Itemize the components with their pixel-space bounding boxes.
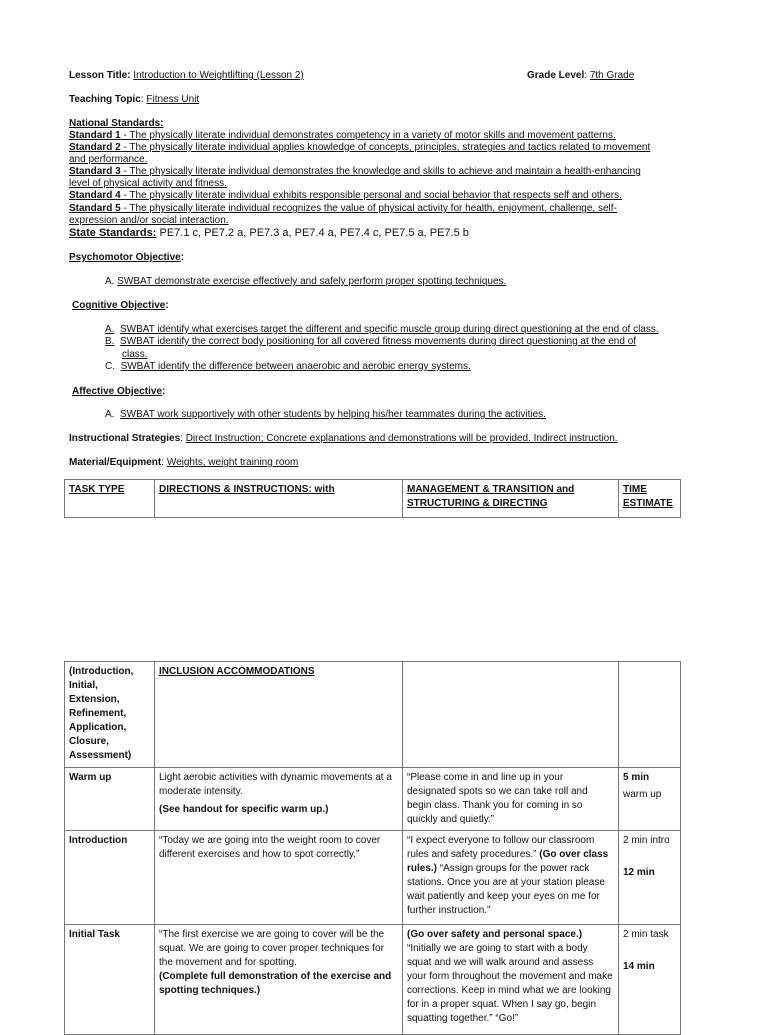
standard-label: Standard 2 bbox=[69, 142, 121, 153]
standard-text: - The physically literate individual demonstrates competency in a variety of motor skills and movement patterns. bbox=[120, 130, 616, 141]
affective-heading: Affective Objective: bbox=[72, 386, 166, 397]
standard-text-cont: and performance. bbox=[69, 154, 148, 165]
state-standards-value: PE7.1 c, PE7.2 a, PE7.3 a, PE7.4 a, PE7.4 c, PE7.5 a, PE7.5 b bbox=[156, 227, 469, 239]
initial-task: Initial Task bbox=[65, 925, 155, 1035]
standard-1 bbox=[69, 130, 616, 142]
state-standards bbox=[69, 227, 469, 239]
standard-text: - The physically literate individual demonstrates the knowledge and skills to achieve and maintain a health-enhancing bbox=[120, 166, 641, 177]
introduction-task: Introduction bbox=[65, 831, 155, 925]
header-task-type: TASK TYPE bbox=[65, 480, 155, 518]
state-standards-label: State Standards: bbox=[69, 227, 157, 239]
introduction-time: 2 min intro 12 min bbox=[619, 831, 681, 925]
task-header-table bbox=[64, 479, 681, 518]
instructional-strategies: Instructional Strategies: Direct Instruction; Concrete explanations and demonstrations will be provided. Indirect instruction. bbox=[69, 433, 618, 444]
cognitive-item-b: B. SWBAT identify the correct body positioning for all covered fitness movements during direct questioning at the end of bbox=[105, 336, 637, 347]
grade-level-value: 7th Grade bbox=[589, 70, 635, 81]
national-standards-heading: National Standards: bbox=[69, 118, 164, 129]
warmup-management: “Please come in and line up in your designated spots so we can take roll and begin class. Thank you for coming in so quickly and quietly.” bbox=[403, 768, 619, 831]
cognitive-text: SWBAT identify what exercises target the different and specific muscle group during direct questioning at the end of class. bbox=[120, 324, 659, 335]
grade-level-line: Grade Level: 7th Grade bbox=[527, 70, 635, 81]
standard-4 bbox=[69, 190, 622, 202]
introduction-management: “I expect everyone to follow our classroom rules and safety procedures.” (Go over class rules.) “Assign groups for the power rack stations. Once you are at your station please wait patiently and keep your eyes on me for further instruction.” bbox=[403, 831, 619, 925]
psychomotor-label: Psychomotor Objective bbox=[69, 252, 181, 263]
cognitive-text-cont: class. bbox=[122, 349, 148, 360]
initial-directions: “The first exercise we are going to cover will be the squat. We are going to cover proper techniques for the movement and for spotting. (Complete full demonstration of the exercise and spotting techniques.) bbox=[155, 925, 403, 1035]
affective-item-a: A. SWBAT work supportively with other students by helping his/her teammates during the activities. bbox=[105, 409, 546, 420]
warmup-time: 5 min warm up bbox=[619, 768, 681, 831]
header-management: MANAGEMENT & TRANSITION and STRUCTURING & DIRECTING bbox=[403, 480, 619, 518]
lesson-title-line: Lesson Title: Introduction to Weightlifting (Lesson 2) bbox=[69, 70, 483, 82]
grade-level-label: Grade Level bbox=[527, 70, 585, 81]
standard-label: Standard 4 bbox=[69, 190, 121, 201]
materials-value: Weights, weight training room bbox=[166, 457, 299, 468]
task-body-table bbox=[64, 661, 681, 1035]
affective-label: Affective Objective bbox=[72, 386, 163, 397]
cognitive-item-a: A. SWBAT identify what exercises target the different and specific muscle group during direct questioning at the end of class. bbox=[105, 324, 659, 335]
psychomotor-item-a: A. SWBAT demonstrate exercise effectively and safely perform proper spotting techniques. bbox=[105, 276, 507, 287]
cognitive-item-c: C. SWBAT identify the difference between anaerobic and aerobic energy systems. bbox=[105, 361, 471, 372]
affective-text: SWBAT work supportively with other students by helping his/her teammates during the activities. bbox=[120, 409, 546, 420]
cognitive-text: SWBAT identify the correct body positioning for all covered fitness movements during direct questioning at the end of bbox=[120, 336, 637, 347]
standard-text: - The physically literate individual applies knowledge of concepts, principles, strategies and tactics related to movement bbox=[120, 142, 651, 153]
standard-text: - The physically literate individual exhibits responsible personal and social behavior that respects self and others. bbox=[120, 190, 622, 201]
warmup-directions: Light aerobic activities with dynamic movements at a moderate intensity. (See handout for specific warm up.) bbox=[155, 768, 403, 831]
lesson-title-value: Introduction to Weightlifting (Lesson 2) bbox=[133, 70, 304, 81]
standard-label: Standard 3 bbox=[69, 166, 121, 177]
initial-time: 2 min task 14 min bbox=[619, 925, 681, 1035]
lesson-title-label: Lesson Title bbox=[69, 70, 128, 81]
standard-3 bbox=[69, 166, 641, 178]
teaching-topic-label: Teaching Topic bbox=[69, 94, 141, 105]
standard-text-cont: level of physical activity and fitness. bbox=[69, 178, 227, 189]
teaching-topic-line: Teaching Topic: Fitness Unit bbox=[69, 94, 200, 105]
strategies-label: Instructional Strategies bbox=[69, 433, 181, 444]
standard-label: Standard 5 bbox=[69, 203, 121, 214]
standard-text-cont: expression and/or social interaction. bbox=[69, 215, 229, 226]
strategies-value: Direct Instruction; Concrete explanations and demonstrations will be provided. Indirect instruction. bbox=[185, 433, 618, 444]
materials-label: Material/Equipment bbox=[69, 457, 162, 468]
initial-management: (Go over safety and personal space.) “Initially we are going to start with a body squat and we will walk around and assess your form throughout the movement and make corrections. Keep in mind what we are looking for in a proper squat. When I say go, begin squatting together.” “Go!” bbox=[403, 925, 619, 1035]
standard-2 bbox=[69, 142, 650, 154]
standard-label: Standard 1 bbox=[69, 130, 121, 141]
cognitive-text: SWBAT identify the difference between anaerobic and aerobic energy systems. bbox=[120, 361, 471, 372]
inclusion-accommodations: INCLUSION ACCOMMODATIONS bbox=[155, 662, 403, 768]
task-type-list: (Introduction, Initial, Extension, Refinement, Application, Closure, Assessment) bbox=[65, 662, 155, 768]
header-directions: DIRECTIONS & INSTRUCTIONS: with bbox=[155, 480, 403, 518]
warmup-task: Warm up bbox=[65, 768, 155, 831]
psychomotor-heading: Psychomotor Objective: bbox=[69, 252, 185, 263]
material-equipment: Material/Equipment: Weights, weight training room bbox=[69, 457, 299, 468]
standard-text: - The physically literate individual recognizes the value of physical activity for health, enjoyment, challenge, self- bbox=[120, 203, 617, 214]
header-time: TIME ESTIMATE bbox=[619, 480, 681, 518]
teaching-topic-value: Fitness Unit bbox=[146, 94, 200, 105]
psychomotor-text: SWBAT demonstrate exercise effectively and safely perform proper spotting techniques. bbox=[117, 276, 507, 287]
introduction-directions: “Today we are going into the weight room to cover different exercises and how to spot correctly.” bbox=[155, 831, 403, 925]
cognitive-label: Cognitive Objective bbox=[72, 300, 166, 311]
standard-5 bbox=[69, 203, 617, 215]
cognitive-heading: Cognitive Objective: bbox=[72, 300, 169, 311]
